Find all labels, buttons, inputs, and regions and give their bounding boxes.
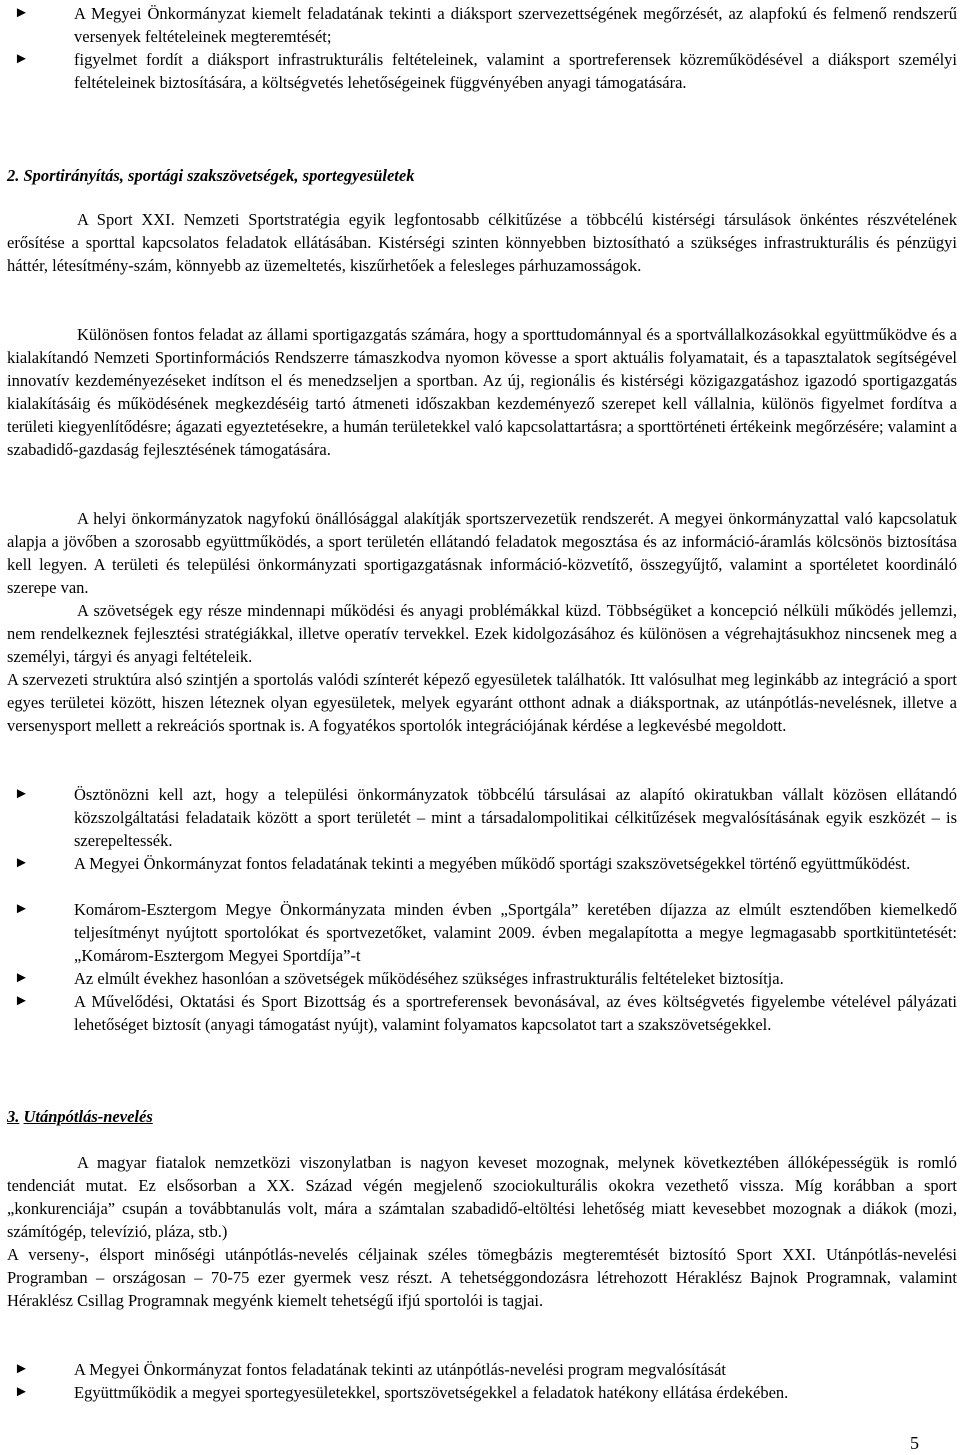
page-number: 5 (910, 1433, 919, 1453)
paragraph: A szervezeti struktúra alsó szintjén a sportolás valódi színterét képező egyesületek találhatók. Itt valósulhat meg leginkább az integráció a sport egyes területei között, hiszen léteznek olyan egyesületek, melyek egyaránt otthont adnak a diáksportnak, az utánpótlás-nevelésnek, illetve a versenysport mellett a rekreációs sportnak is. A fogyatékos sportolók integrációjának kérdése a legkevésbé megoldott. (7, 670, 957, 735)
bullet-arrow-icon: ► (14, 970, 29, 986)
paragraph: A helyi önkormányzatok nagyfokú önállósággal alakítják sportszervezetük rendszerét. A megyei önkormányzattal való kapcsolatuk alapja a jövőben a szorosabb együttműködés, a sport területén ellátandó feladatok megosztása és az információ-áramlás kölcsönös biztosítása kell legyen. A területi és települési önkormányzati sportigazgatásnak információ-közvetítő, összegyűjtő, valamint a sportéletet koordináló szerepe van. (7, 509, 957, 597)
list-item (7, 852, 957, 875)
bullet-text: Együttműködik a megyei sportegyesületekkel, sportszövetségekkel a feladatok hatékony ellátása érdekében. (74, 1383, 789, 1402)
bullet-arrow-icon: ► (14, 1384, 29, 1400)
bullet-text: A Művelődési, Oktatási és Sport Bizottság és a sportreferensek bevonásával, az éves költségvetés figyelembe vételével pályázati lehetőséget biztosít (anyagi támogatást nyújt), valamint folyamatos kapcsolatot tart a szakszövetségekkel. (74, 992, 957, 1034)
section-number: 2. (7, 166, 20, 185)
paragraph: A Sport XXI. Nemzeti Sportstratégia egyik legfontosabb célkitűzése a többcélú kistérségi társulások önkéntes részvételének erősítése a sporttal kapcsolatos feladatok ellátásában. Kistérségi szinten könnyebben biztosítható a szükséges infrastrukturális és pénzügyi háttér, létesítmény-szám, könnyebb az üzemeltetés, kiszűrhetőek a felesleges párhuzamosságok. (7, 210, 957, 275)
bullet-arrow-icon: ► (14, 901, 29, 917)
bullet-text: A Megyei Önkormányzat kiemelt feladatának tekinti a diáksport szervezettségének megőrzését, az alapfokú és felmenő rendszerű versenyek feltételeinek megteremtését; (74, 4, 957, 46)
bullet-arrow-icon: ► (14, 855, 29, 871)
bullet-text: figyelmet fordít a diáksport infrastrukturális feltételeinek, valamint a sportreferensek közreműködésével a diáksport személyi feltételeinek biztosítására, a költségvetés lehetőségeinek függvényében anyagi támogatására. (74, 50, 957, 92)
list-item (7, 1381, 957, 1404)
paragraph: A verseny-, élsport minőségi utánpótlás-nevelés céljainak széles tömegbázis megteremtését biztosító Sport XXI. Utánpótlás-nevelési Programban – országosan – 70-75 ezer gyermek vesz részt. A tehetséggondozásra létrehozott Héraklész Bajnok Programnak, valamint Héraklész Csillag Programnak megyénk kiemelt tehetségű ifjú sportolói is tagjai. (7, 1245, 957, 1310)
section-heading (7, 164, 414, 187)
bullet-text: Ösztönözni kell azt, hogy a települési önkormányzatok többcélú társulásai az alapító okiratukban vállalt közösen ellátandó közszolgáltatási feladataik között a sport területét – mint a társadalompolitikai célkitűzések megvalósításának egyik eszközét – is szerepeltessék. (74, 785, 957, 850)
list-item (7, 48, 957, 94)
section-number: 3. (7, 1107, 20, 1126)
bullet-text: Az elmúlt évekhez hasonlóan a szövetségek működéséhez szükséges infrastrukturális feltételeket biztosítja. (74, 969, 784, 988)
bullet-arrow-icon: ► (14, 993, 29, 1009)
section-heading (7, 1105, 153, 1128)
list-item (7, 967, 957, 990)
bullet-arrow-icon: ► (14, 5, 29, 21)
bullet-text: Komárom-Esztergom Megye Önkormányzata minden évben „Sportgála” keretében díjazza az elmúlt esztendőben kiemelkedő teljesítményt nyújtott sportolókat és sportvezetőket, valamint 2009. évben megalapította a megye legmagasabb sportkitüntetését: „Komárom-Esztergom Megyei Sportdíja”-t (74, 900, 957, 965)
list-item (7, 1358, 957, 1381)
list-item (7, 783, 957, 852)
paragraph: A szövetségek egy része mindennapi működési és anyagi problémákkal küzd. Többségüket a koncepció nélküli működés jellemzi, nem rendelkeznek fejlesztési stratégiákkal, illetve operatív tervekkel. Ezek kidolgozásához és különösen a végrehajtásukhoz nincsenek meg a személyi, tárgyi és anyagi feltételeik. (7, 601, 957, 666)
bullet-text: A Megyei Önkormányzat fontos feladatának tekinti a megyében működő sportági szakszövetségekkel történő együttműködést. (74, 854, 911, 873)
bullet-arrow-icon: ► (14, 1361, 29, 1377)
paragraph: Különösen fontos feladat az állami sportigazgatás számára, hogy a sporttudománnyal és a sportvállalkozásokkal együttműködve és a kialakítandó Nemzeti Sportinformációs Rendszerre támaszkodva nyomon kövesse a sport aktuális folyamatait, és a tapasztalatok segítségével innovatív kezdeményezéseket indítson el és menedzseljen a sportban. Az új, regionális és kistérségi közigazgatáshoz igazodó sportigazgatás kialakításáig és működésének megkezdéséig tartó átmeneti időszakban kezdeményező szerepet kell vállalnia, különös figyelmet fordítva a területi kiegyenlítődésre; ágazati egyeztetésekre, a humán területekkel való kapcsolattartásra; a sporttörténeti értékeink megőrzésére; valamint a szabadidő-gazdaság fejlesztésének támogatására. (7, 325, 957, 459)
list-item (7, 990, 957, 1036)
bullet-text: A Megyei Önkormányzat fontos feladatának tekinti az utánpótlás-nevelési program megvalósítását (74, 1360, 726, 1379)
list-item (7, 2, 957, 48)
bullet-arrow-icon: ► (14, 786, 29, 802)
list-item (7, 898, 957, 967)
section-title: Utánpótlás-nevelés (23, 1107, 153, 1126)
paragraph: A magyar fiatalok nemzetközi viszonylatban is nagyon keveset mozognak, melynek következtében állóképességük is romló tendenciát mutat. Ez elsősorban a XX. Század végén megjelenő szociokulturális okokra vezethető vissza. Míg korábban a sport „konkurenciája” csupán a továbbtanulás volt, mára a számtalan szabadidő-eltöltési lehetőség miatt kevesebbet mozognak a diákok (mozi, számítógép, televízió, pláza, stb.) (7, 1153, 957, 1241)
section-title: Sportirányítás, sportági szakszövetségek, sportegyesületek (23, 166, 415, 185)
bullet-arrow-icon: ► (14, 51, 29, 67)
